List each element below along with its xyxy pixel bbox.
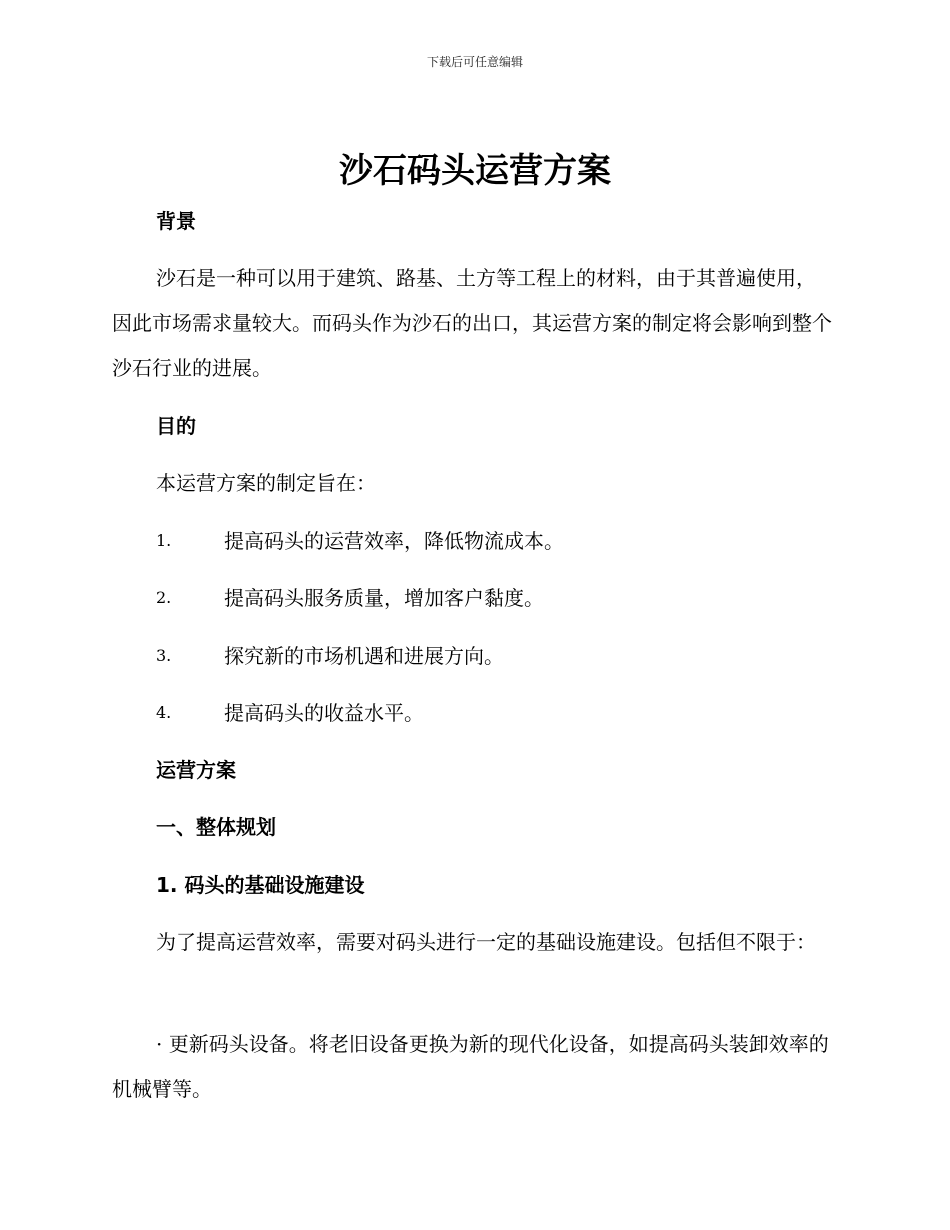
- page-header: 下载后可任意编辑: [426, 55, 523, 69]
- subheading-infrastructure: 1. 码头的基础设施建设: [156, 873, 365, 897]
- heading-purpose: 目的: [156, 414, 196, 438]
- list-item-number: 4.: [156, 703, 172, 722]
- list-item-number: 3.: [156, 646, 172, 665]
- paragraph-background: 沙石是一种可以用于建筑、路基、土方等工程上的材料，由于其普遍使用，因此市场需求量较大。而码头作为沙石的出口，其运营方案的制定将会影响到整个沙石行业的进展。: [112, 266, 832, 380]
- list-item-text: 提高码头的收益水平。: [224, 701, 424, 725]
- heading-plan: 运营方案: [156, 758, 236, 782]
- heading-background: 背景: [156, 209, 196, 233]
- subheading-overall-plan: 一、整体规划: [156, 815, 276, 839]
- list-item-text: 提高码头服务质量，增加客户黏度。: [224, 586, 544, 610]
- document-title: 沙石码头运营方案: [339, 151, 611, 191]
- purpose-intro: 本运营方案的制定旨在：: [156, 471, 376, 495]
- list-item-number: 2.: [156, 588, 172, 607]
- paragraph-infrastructure: 为了提高运营效率，需要对码头进行一定的基础设施建设。包括但不限于：: [156, 930, 816, 954]
- list-item-text: 探究新的市场机遇和进展方向。: [224, 644, 504, 668]
- list-item-number: 1.: [156, 531, 172, 550]
- list-item-text: 提高码头的运营效率，降低物流成本。: [224, 529, 564, 553]
- paragraph-bullet-equipment: · 更新码头设备。将老旧设备更换为新的现代化设备，如提高码头装卸效率的机械臂等。: [112, 1032, 829, 1101]
